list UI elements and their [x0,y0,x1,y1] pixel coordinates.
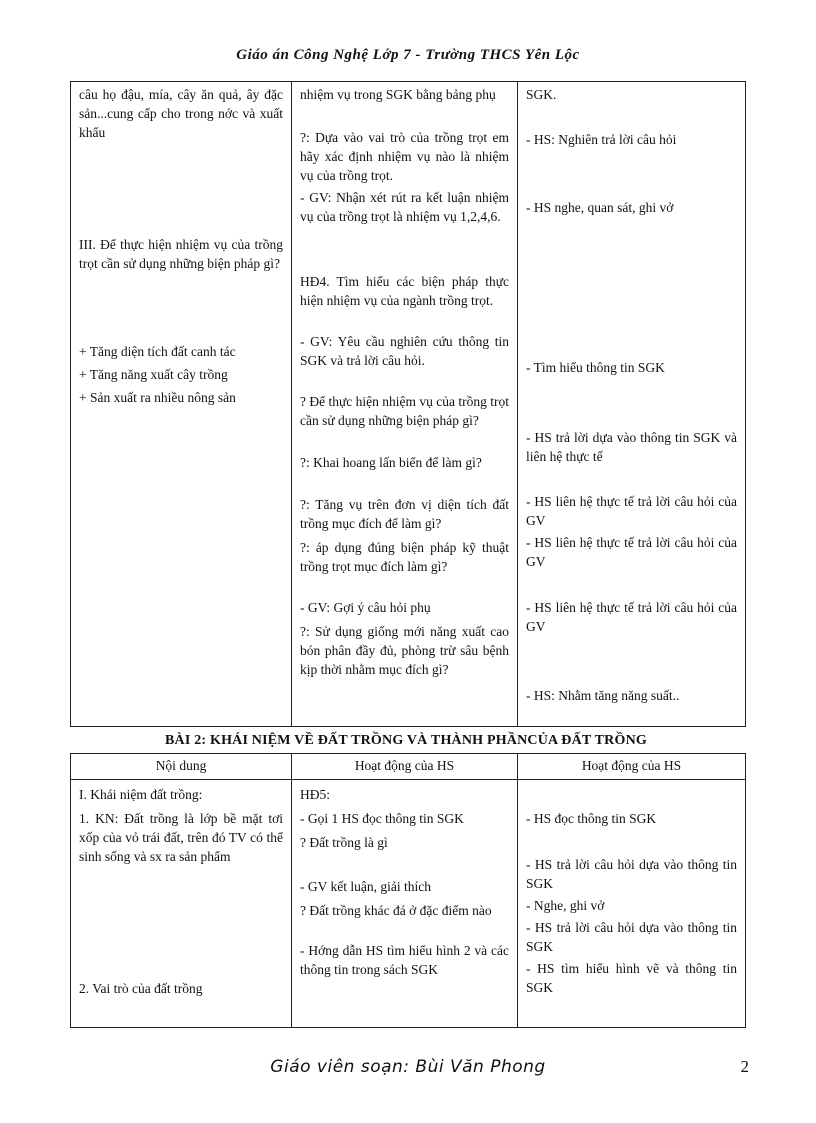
activity-text: - Gọi 1 HS đọc thông tin SGK [300,811,464,826]
content-item: + Tăng năng xuất cây trồng [79,367,228,382]
activity-heading: HĐ5: [300,787,330,802]
content-item: + Tăng diện tích đất canh tác [79,344,236,359]
page-number: 2 [740,1057,749,1076]
student-text: - HS liên hệ thực tế trả lời câu hỏi của GV [526,600,737,634]
student-text: - HS liên hệ thực tế trả lời câu hỏi của GV [526,494,737,528]
page-footer: Giáo viên soạn: Bùi Văn Phong [270,1057,546,1077]
student-text: - HS nghe, quan sát, ghi vở [526,200,674,215]
student-activity-column [518,82,746,727]
student-text: - HS: Nghiên trả lời câu hỏi [526,132,677,147]
content-heading: III. Để thực hiện nhiệm vụ của trồng trọt cần sử dụng những biện pháp gì? [79,237,283,271]
activity-text: - GV: Nhận xét rút ra kết luận nhiệm vụ của trồng trọt là nhiệm vụ 1,2,4,6. [300,190,509,224]
activity-text: nhiệm vụ trong SGK bằng bảng phụ [300,87,496,102]
column-header: Nội dung [71,754,292,780]
activity-text: - Hớng dẫn HS tìm hiểu hình 2 và các thông tin trong sách SGK [300,943,509,977]
student-text: - HS tìm hiểu hình vẽ và thông tin SGK [526,961,737,995]
student-text: - HS trả lời dựa vào thông tin SGK và liên hệ thực tế [526,430,737,464]
activity-text: ?: áp dụng đúng biện pháp kỹ thuật trồng trọt mục đích làm gì? [300,540,509,574]
activity-text: ?: Sử dụng giống mới năng xuất cao bón phân đầy đủ, phòng trừ sâu bệnh kịp thời nhằm mục đích gì? [300,624,509,677]
student-text: - HS liên hệ thực tế trả lời câu hỏi của GV [526,535,737,569]
lesson-table-2 [70,753,746,1028]
activity-text: ?: Dựa vào vai trò của trồng trọt em hãy xác định nhiệm vụ nào là nhiệm vụ của trồng trọt. [300,130,509,183]
activity-heading: HĐ4. Tìm hiểu các biện pháp thực hiện nhiệm vụ của ngành trồng trọt. [300,274,509,308]
student-text: - HS trả lời câu hỏi dựa vào thông tin SGK [526,920,737,954]
content-column [71,780,292,1028]
content-heading: I. Khái niệm đất trồng: [79,787,203,802]
student-text: SGK. [526,87,557,102]
activity-text: ? Đất trồng khác đá ở đặc điểm nào [300,903,492,918]
student-activity-column [518,780,746,1028]
student-text: - HS đọc thông tin SGK [526,811,657,826]
teacher-activity-column [292,82,518,727]
content-item: + Sản xuất ra nhiều nông sản [79,390,236,405]
column-header: Hoạt động của HS [518,754,746,780]
content-paragraph: câu họ đậu, mía, cây ăn quả, ây đặc sản...cung cấp cho trong nớc và xuất khẩu [79,87,283,140]
activity-text: - GV kết luận, giải thích [300,879,431,894]
column-header: Hoạt động của HS [292,754,518,780]
student-text: - HS: Nhằm tăng năng suất.. [526,688,680,703]
content-paragraph: 1. KN: Đất trồng là lớp bề mặt tơi xốp của vỏ trái đất, trên đó TV có thể sinh sống và sx ra sản phẩm [79,811,283,864]
activity-text: - GV: Gợi ý câu hỏi phụ [300,600,431,615]
student-text: - Nghe, ghi vở [526,898,605,913]
activity-text: - GV: Yêu cầu nghiên cứu thông tin SGK và trả lời câu hỏi. [300,334,509,368]
content-column [71,82,292,727]
activity-text: ?: Khai hoang lấn biển để làm gì? [300,455,482,470]
teacher-activity-column [292,780,518,1028]
section-title: BÀI 2: KHÁI NIỆM VỀ ĐẤT TRỒNG VÀ THÀNH PHẦNCỦA ĐẤT TRỒNG [165,733,647,748]
activity-text: ? Đất trồng là gì [300,835,388,850]
page-header: Giáo án Công Nghệ Lớp 7 - Trường THCS Yên Lộc [236,47,580,63]
lesson-table-continued [70,81,746,727]
student-text: - HS trả lời câu hỏi dựa vào thông tin SGK [526,857,737,891]
activity-text: ? Để thực hiện nhiệm vụ của trồng trọt cần sử dụng những biện pháp gì? [300,394,510,428]
student-text: - Tìm hiểu thông tin SGK [526,360,665,375]
activity-text: ?: Tăng vụ trên đơn vị diện tích đất trồng mục đích để làm gì? [300,497,509,531]
content-heading: 2. Vai trò của đất trồng [79,981,203,996]
